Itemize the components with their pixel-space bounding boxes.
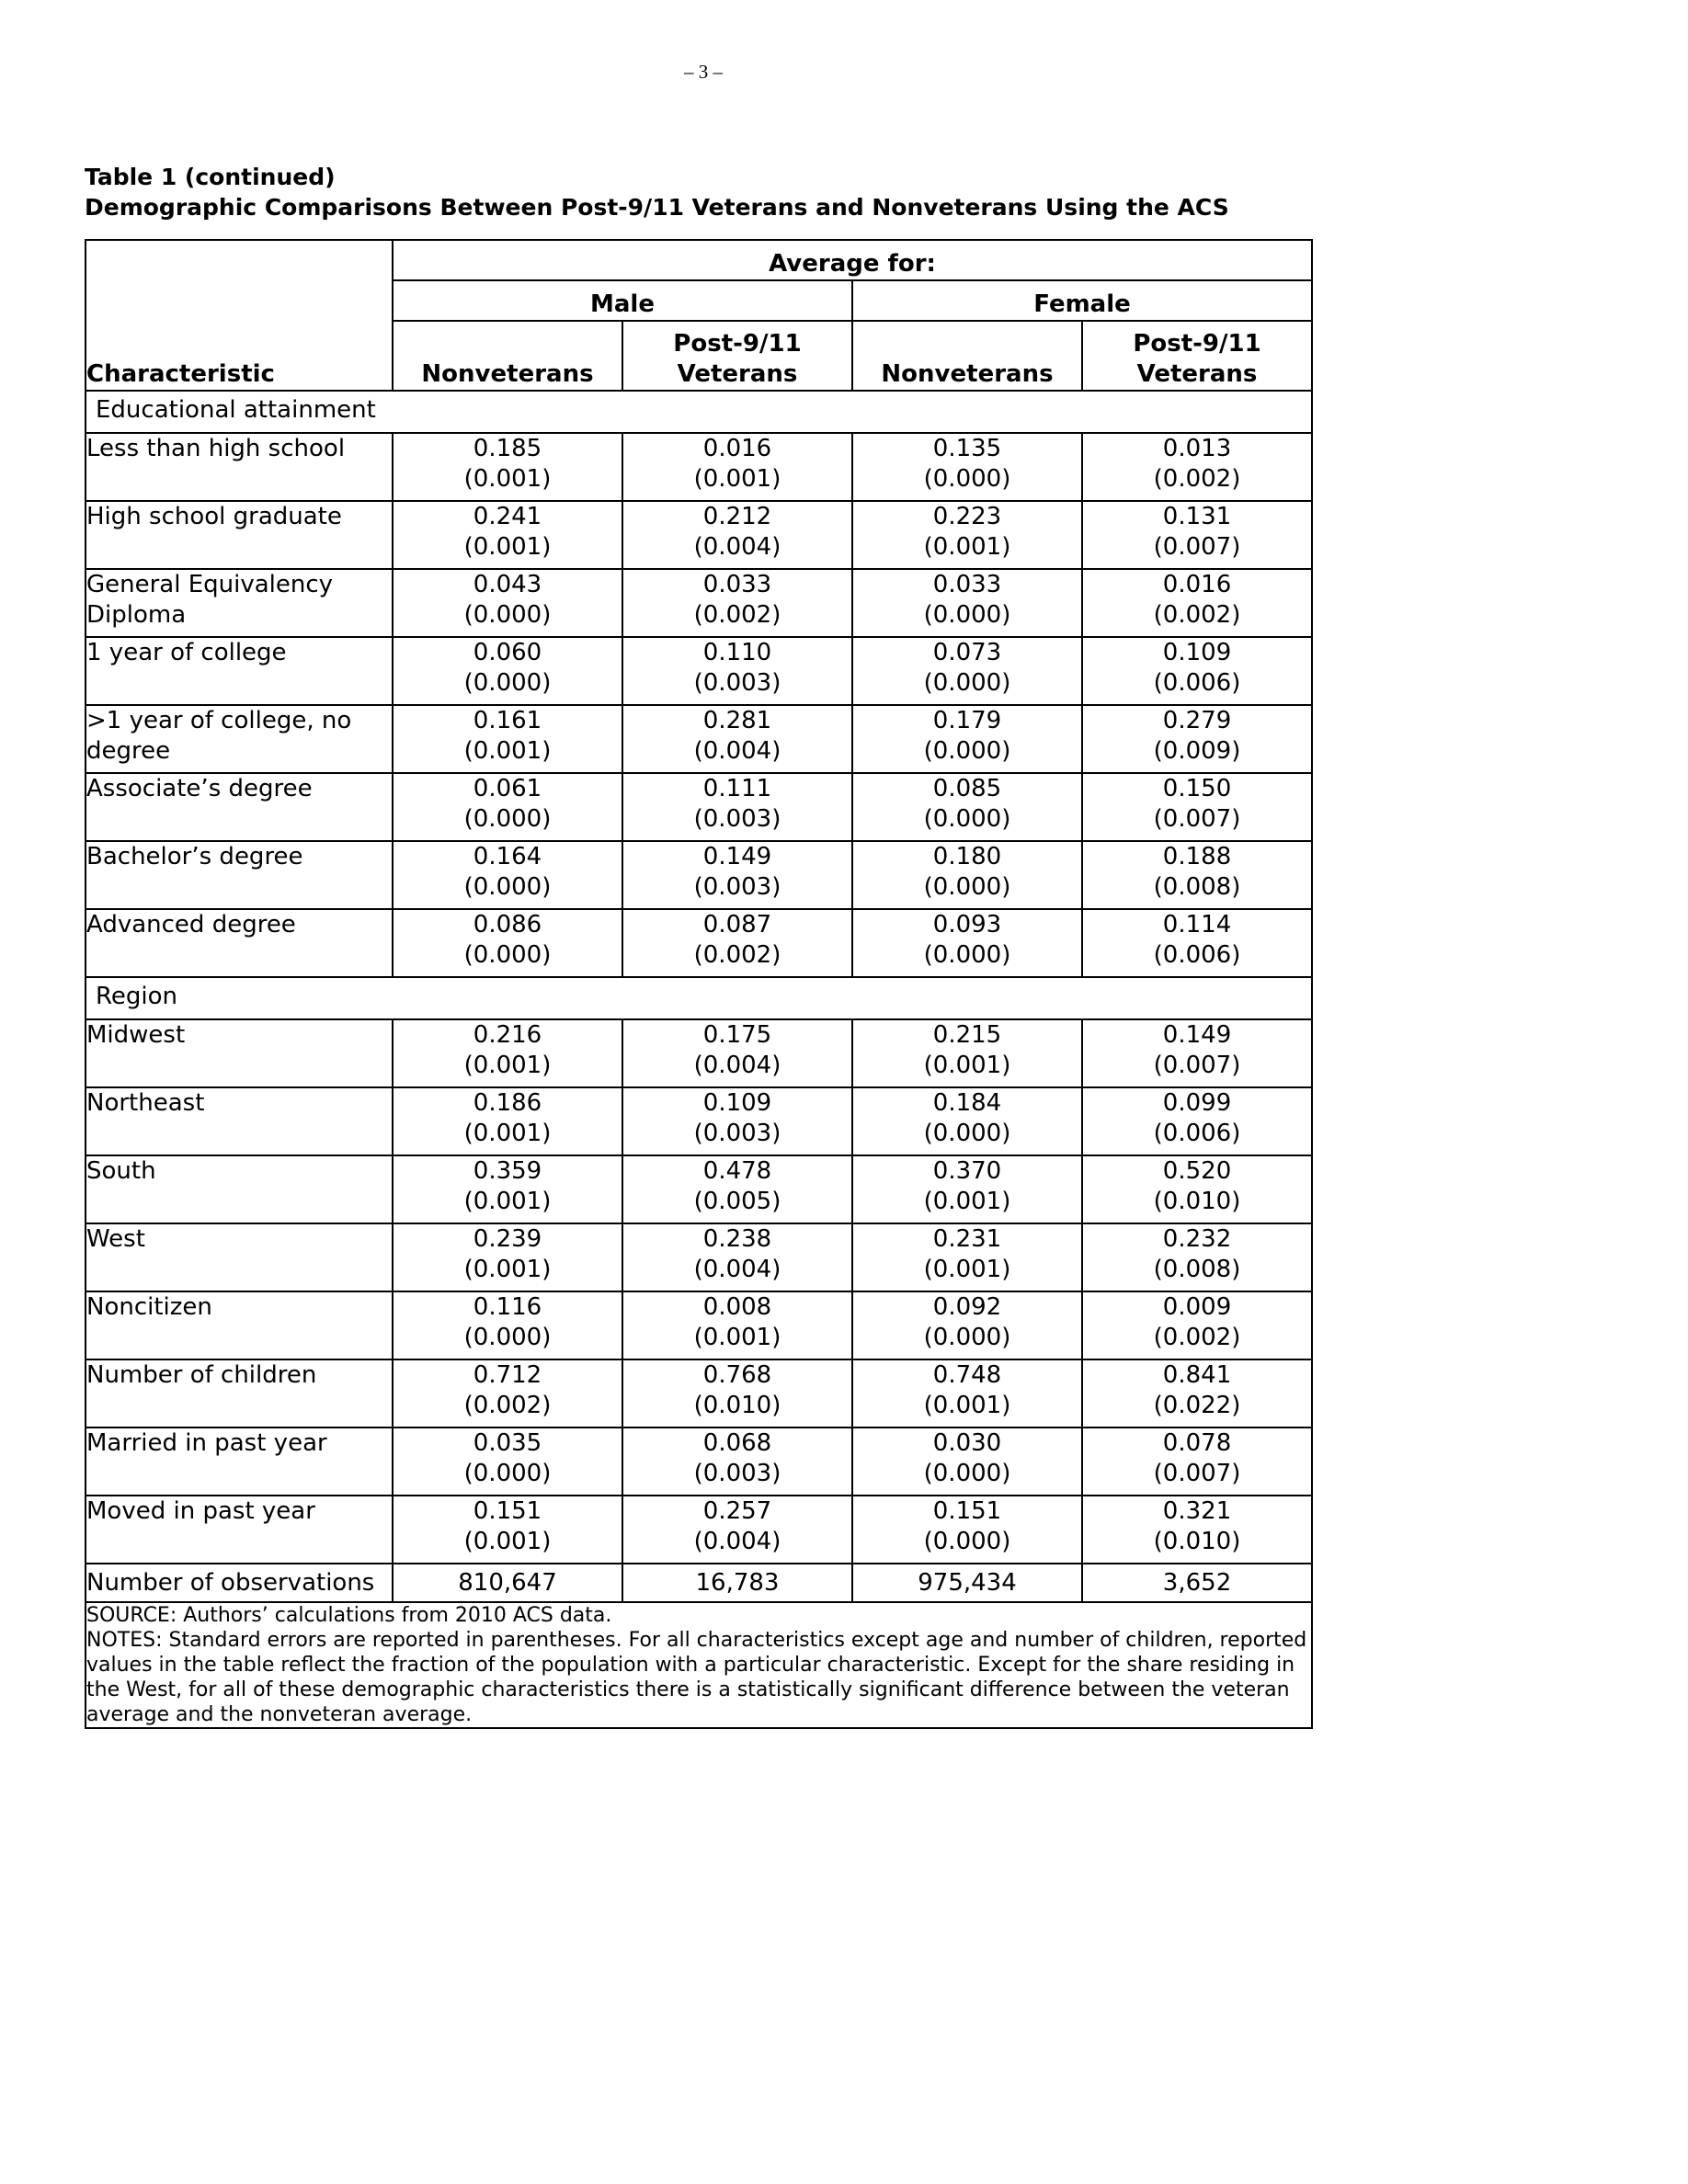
value-cell [1082, 433, 1312, 501]
standard-error: (0.000) [923, 805, 1011, 833]
standard-error: (0.008) [1153, 1256, 1241, 1283]
value-cell [1082, 909, 1312, 977]
mean-value: 0.149 [702, 843, 772, 870]
mean-value: 0.093 [932, 911, 1002, 938]
source-note: SOURCE: Authors’ calculations from 2010 ACS data. [86, 1604, 612, 1627]
standard-error: (0.002) [463, 1392, 552, 1419]
notes-text: NOTES: Standard errors are reported in parentheses. For all characteristics except age and number of children, reported values in the table reflect the fraction of the population with a particular characteristic. Except for the share residing in the West, for all of these demographic characteristics there is a statistically significant difference between the veteran average and the nonveteran average. [86, 1629, 1307, 1726]
page-number: – 3 – [684, 61, 723, 83]
value-cell [622, 1291, 852, 1359]
standard-error: (0.001) [463, 737, 552, 765]
table-row [86, 433, 1312, 501]
row-label: High school graduate [86, 501, 393, 569]
mean-value: 0.061 [473, 775, 542, 802]
average-for-header: Average for: [393, 240, 1312, 280]
standard-error: (0.002) [693, 601, 781, 629]
mean-value: 0.016 [1162, 571, 1232, 598]
notes-row [86, 1602, 1312, 1728]
mean-value: 0.239 [473, 1225, 542, 1253]
value-cell [852, 1359, 1082, 1428]
standard-error: (0.010) [693, 1392, 781, 1419]
row-label: Associate’s degree [86, 773, 393, 841]
value-cell [622, 1223, 852, 1291]
standard-error: (0.000) [923, 601, 1011, 629]
row-label: Midwest [86, 1019, 393, 1087]
value-cell [852, 1223, 1082, 1291]
mean-value: 0.068 [702, 1429, 772, 1457]
standard-error: (0.003) [693, 1460, 781, 1487]
table-row [86, 909, 1312, 977]
value-cell [1082, 637, 1312, 705]
mean-value: 0.179 [932, 707, 1002, 734]
standard-error: (0.003) [693, 1120, 781, 1147]
value-cell [852, 637, 1082, 705]
standard-error: (0.000) [923, 1120, 1011, 1147]
value-cell [622, 501, 852, 569]
value-cell [622, 841, 852, 909]
section-label: Educational attainment [86, 391, 1312, 433]
value-cell [622, 1428, 852, 1496]
standard-error: (0.000) [463, 1324, 552, 1351]
table-row [86, 841, 1312, 909]
mean-value: 0.131 [1162, 503, 1232, 530]
mean-value: 0.043 [473, 571, 542, 598]
standard-error: (0.007) [1153, 533, 1241, 561]
mean-value: 0.060 [473, 639, 542, 666]
standard-error: (0.008) [1153, 873, 1241, 901]
value-cell [393, 433, 622, 501]
table-row [86, 1019, 1312, 1087]
table-row [86, 1087, 1312, 1155]
mean-value: 0.009 [1162, 1293, 1232, 1321]
standard-error: (0.001) [463, 465, 552, 493]
standard-error: (0.001) [923, 1256, 1011, 1283]
male-header: Male [393, 280, 852, 321]
value-cell [852, 1428, 1082, 1496]
standard-error: (0.001) [923, 1392, 1011, 1419]
row-label: 1 year of college [86, 637, 393, 705]
mean-value: 0.151 [932, 1497, 1002, 1525]
standard-error: (0.004) [693, 533, 781, 561]
row-label: Bachelor’s degree [86, 841, 393, 909]
standard-error: (0.002) [693, 941, 781, 969]
mean-value: 0.033 [702, 571, 772, 598]
table-row [86, 1291, 1312, 1359]
mean-value: 0.008 [702, 1293, 772, 1321]
mean-value: 0.180 [932, 843, 1002, 870]
value-cell [393, 569, 622, 637]
value-cell [852, 841, 1082, 909]
value-cell [852, 1087, 1082, 1155]
standard-error: (0.000) [923, 1460, 1011, 1487]
mean-value: 0.030 [932, 1429, 1002, 1457]
mean-value: 0.215 [932, 1021, 1002, 1049]
male-veterans-header: Post-9/11 Veterans [622, 321, 852, 391]
mean-value: 0.099 [1162, 1089, 1232, 1117]
value-cell [852, 569, 1082, 637]
standard-error: (0.000) [923, 669, 1011, 697]
observations-value: 975,434 [852, 1564, 1082, 1602]
table-row [86, 1359, 1312, 1428]
observations-row [86, 1564, 1312, 1602]
value-cell [393, 909, 622, 977]
table-row [86, 773, 1312, 841]
row-label: >1 year of college, no degree [86, 705, 393, 773]
value-cell [1082, 841, 1312, 909]
row-label: South [86, 1155, 393, 1223]
table-label: Table 1 (continued) [85, 164, 336, 190]
male-nonveterans-header: Nonveterans [393, 321, 622, 391]
mean-value: 0.257 [702, 1497, 772, 1525]
value-cell [393, 1087, 622, 1155]
standard-error: (0.000) [463, 873, 552, 901]
value-cell [1082, 1496, 1312, 1564]
row-label: Married in past year [86, 1428, 393, 1496]
table-title: Demographic Comparisons Between Post-9/11 Veterans and Nonveterans Using the ACS [85, 194, 1229, 221]
mean-value: 0.188 [1162, 843, 1232, 870]
mean-value: 0.109 [702, 1089, 772, 1117]
value-cell [393, 1155, 622, 1223]
standard-error: (0.002) [1153, 601, 1241, 629]
row-label: Northeast [86, 1087, 393, 1155]
value-cell [622, 1496, 852, 1564]
table-caption [85, 162, 1229, 222]
value-cell [1082, 501, 1312, 569]
standard-error: (0.007) [1153, 1460, 1241, 1487]
mean-value: 0.085 [932, 775, 1002, 802]
mean-value: 0.110 [702, 639, 772, 666]
standard-error: (0.000) [923, 1324, 1011, 1351]
standard-error: (0.001) [463, 533, 552, 561]
table-row [86, 569, 1312, 637]
female-veterans-header: Post-9/11 Veterans [1082, 321, 1312, 391]
value-cell [393, 1496, 622, 1564]
mean-value: 0.241 [473, 503, 542, 530]
value-cell [393, 1359, 622, 1428]
mean-value: 0.238 [702, 1225, 772, 1253]
value-cell [622, 1087, 852, 1155]
observations-value: 810,647 [393, 1564, 622, 1602]
standard-error: (0.001) [923, 533, 1011, 561]
standard-error: (0.022) [1153, 1392, 1241, 1419]
value-cell [622, 569, 852, 637]
mean-value: 0.092 [932, 1293, 1002, 1321]
standard-error: (0.007) [1153, 1052, 1241, 1079]
standard-error: (0.010) [1153, 1188, 1241, 1215]
standard-error: (0.009) [1153, 737, 1241, 765]
female-header: Female [852, 280, 1312, 321]
value-cell [393, 1019, 622, 1087]
value-cell [622, 433, 852, 501]
value-cell [1082, 1359, 1312, 1428]
mean-value: 0.281 [702, 707, 772, 734]
mean-value: 0.161 [473, 707, 542, 734]
mean-value: 0.086 [473, 911, 542, 938]
standard-error: (0.006) [1153, 669, 1241, 697]
standard-error: (0.000) [923, 737, 1011, 765]
value-cell [393, 501, 622, 569]
standard-error: (0.001) [463, 1120, 552, 1147]
value-cell [852, 501, 1082, 569]
standard-error: (0.004) [693, 1528, 781, 1555]
standard-error: (0.000) [923, 873, 1011, 901]
mean-value: 0.478 [702, 1157, 772, 1185]
value-cell [1082, 569, 1312, 637]
table-row [86, 1223, 1312, 1291]
value-cell [852, 773, 1082, 841]
mean-value: 0.035 [473, 1429, 542, 1457]
observations-value: 16,783 [622, 1564, 852, 1602]
value-cell [393, 1223, 622, 1291]
table-notes [86, 1602, 1312, 1728]
mean-value: 0.033 [932, 571, 1002, 598]
observations-value: 3,652 [1082, 1564, 1312, 1602]
value-cell [1082, 1019, 1312, 1087]
value-cell [622, 909, 852, 977]
mean-value: 0.149 [1162, 1021, 1232, 1049]
mean-value: 0.768 [702, 1361, 772, 1389]
value-cell [852, 909, 1082, 977]
table-row [86, 705, 1312, 773]
row-label: West [86, 1223, 393, 1291]
mean-value: 0.748 [932, 1361, 1002, 1389]
standard-error: (0.004) [693, 1256, 781, 1283]
mean-value: 0.078 [1162, 1429, 1232, 1457]
mean-value: 0.841 [1162, 1361, 1232, 1389]
value-cell [1082, 1155, 1312, 1223]
mean-value: 0.175 [702, 1021, 772, 1049]
standard-error: (0.000) [923, 465, 1011, 493]
mean-value: 0.359 [473, 1157, 542, 1185]
value-cell [622, 1019, 852, 1087]
mean-value: 0.016 [702, 435, 772, 462]
standard-error: (0.001) [463, 1188, 552, 1215]
standard-error: (0.000) [463, 1460, 552, 1487]
value-cell [622, 1359, 852, 1428]
value-cell [622, 637, 852, 705]
value-cell [852, 705, 1082, 773]
standard-error: (0.002) [1153, 465, 1241, 493]
standard-error: (0.007) [1153, 805, 1241, 833]
table-row [86, 501, 1312, 569]
value-cell [393, 1428, 622, 1496]
value-cell [1082, 1291, 1312, 1359]
mean-value: 0.223 [932, 503, 1002, 530]
mean-value: 0.116 [473, 1293, 542, 1321]
section-row-region [86, 977, 1312, 1019]
mean-value: 0.231 [932, 1225, 1002, 1253]
standard-error: (0.000) [463, 601, 552, 629]
value-cell [852, 1155, 1082, 1223]
standard-error: (0.003) [693, 805, 781, 833]
mean-value: 0.114 [1162, 911, 1232, 938]
standard-error: (0.010) [1153, 1528, 1241, 1555]
value-cell [622, 1155, 852, 1223]
mean-value: 0.186 [473, 1089, 542, 1117]
mean-value: 0.184 [932, 1089, 1002, 1117]
value-cell [852, 433, 1082, 501]
mean-value: 0.520 [1162, 1157, 1232, 1185]
standard-error: (0.001) [923, 1052, 1011, 1079]
mean-value: 0.164 [473, 843, 542, 870]
table-row [86, 1155, 1312, 1223]
table-row [86, 1496, 1312, 1564]
value-cell [622, 773, 852, 841]
value-cell [1082, 1428, 1312, 1496]
demographic-table [85, 239, 1313, 1729]
value-cell [393, 1291, 622, 1359]
value-cell [622, 705, 852, 773]
standard-error: (0.001) [463, 1052, 552, 1079]
row-label: Moved in past year [86, 1496, 393, 1564]
mean-value: 0.013 [1162, 435, 1232, 462]
mean-value: 0.111 [702, 775, 772, 802]
table-row [86, 637, 1312, 705]
standard-error: (0.001) [463, 1256, 552, 1283]
value-cell [1082, 773, 1312, 841]
value-cell [852, 1291, 1082, 1359]
row-label: Number of children [86, 1359, 393, 1428]
value-cell [393, 637, 622, 705]
standard-error: (0.003) [693, 873, 781, 901]
mean-value: 0.109 [1162, 639, 1232, 666]
mean-value: 0.321 [1162, 1497, 1232, 1525]
characteristic-header: Characteristic [86, 240, 393, 391]
table-row [86, 1428, 1312, 1496]
standard-error: (0.000) [923, 941, 1011, 969]
standard-error: (0.001) [693, 465, 781, 493]
row-label: General Equivalency Diploma [86, 569, 393, 637]
value-cell [852, 1496, 1082, 1564]
standard-error: (0.001) [923, 1188, 1011, 1215]
standard-error: (0.001) [693, 1324, 781, 1351]
value-cell [393, 773, 622, 841]
mean-value: 0.073 [932, 639, 1002, 666]
section-row-education [86, 391, 1312, 433]
standard-error: (0.005) [693, 1188, 781, 1215]
mean-value: 0.185 [473, 435, 542, 462]
value-cell [393, 705, 622, 773]
value-cell [1082, 1223, 1312, 1291]
standard-error: (0.006) [1153, 941, 1241, 969]
standard-error: (0.000) [463, 941, 552, 969]
mean-value: 0.087 [702, 911, 772, 938]
standard-error: (0.004) [693, 737, 781, 765]
standard-error: (0.000) [923, 1528, 1011, 1555]
value-cell [1082, 1087, 1312, 1155]
standard-error: (0.003) [693, 669, 781, 697]
row-label: Noncitizen [86, 1291, 393, 1359]
mean-value: 0.712 [473, 1361, 542, 1389]
standard-error: (0.002) [1153, 1324, 1241, 1351]
row-label: Less than high school [86, 433, 393, 501]
value-cell [393, 841, 622, 909]
standard-error: (0.000) [463, 669, 552, 697]
value-cell [1082, 705, 1312, 773]
value-cell [852, 1019, 1082, 1087]
mean-value: 0.150 [1162, 775, 1232, 802]
mean-value: 0.232 [1162, 1225, 1232, 1253]
standard-error: (0.001) [463, 1528, 552, 1555]
mean-value: 0.279 [1162, 707, 1232, 734]
mean-value: 0.212 [702, 503, 772, 530]
standard-error: (0.006) [1153, 1120, 1241, 1147]
section-label: Region [86, 977, 1312, 1019]
female-nonveterans-header: Nonveterans [852, 321, 1082, 391]
mean-value: 0.151 [473, 1497, 542, 1525]
mean-value: 0.216 [473, 1021, 542, 1049]
mean-value: 0.370 [932, 1157, 1002, 1185]
standard-error: (0.004) [693, 1052, 781, 1079]
observations-label: Number of observations [86, 1564, 393, 1602]
mean-value: 0.135 [932, 435, 1002, 462]
standard-error: (0.000) [463, 805, 552, 833]
row-label: Advanced degree [86, 909, 393, 977]
